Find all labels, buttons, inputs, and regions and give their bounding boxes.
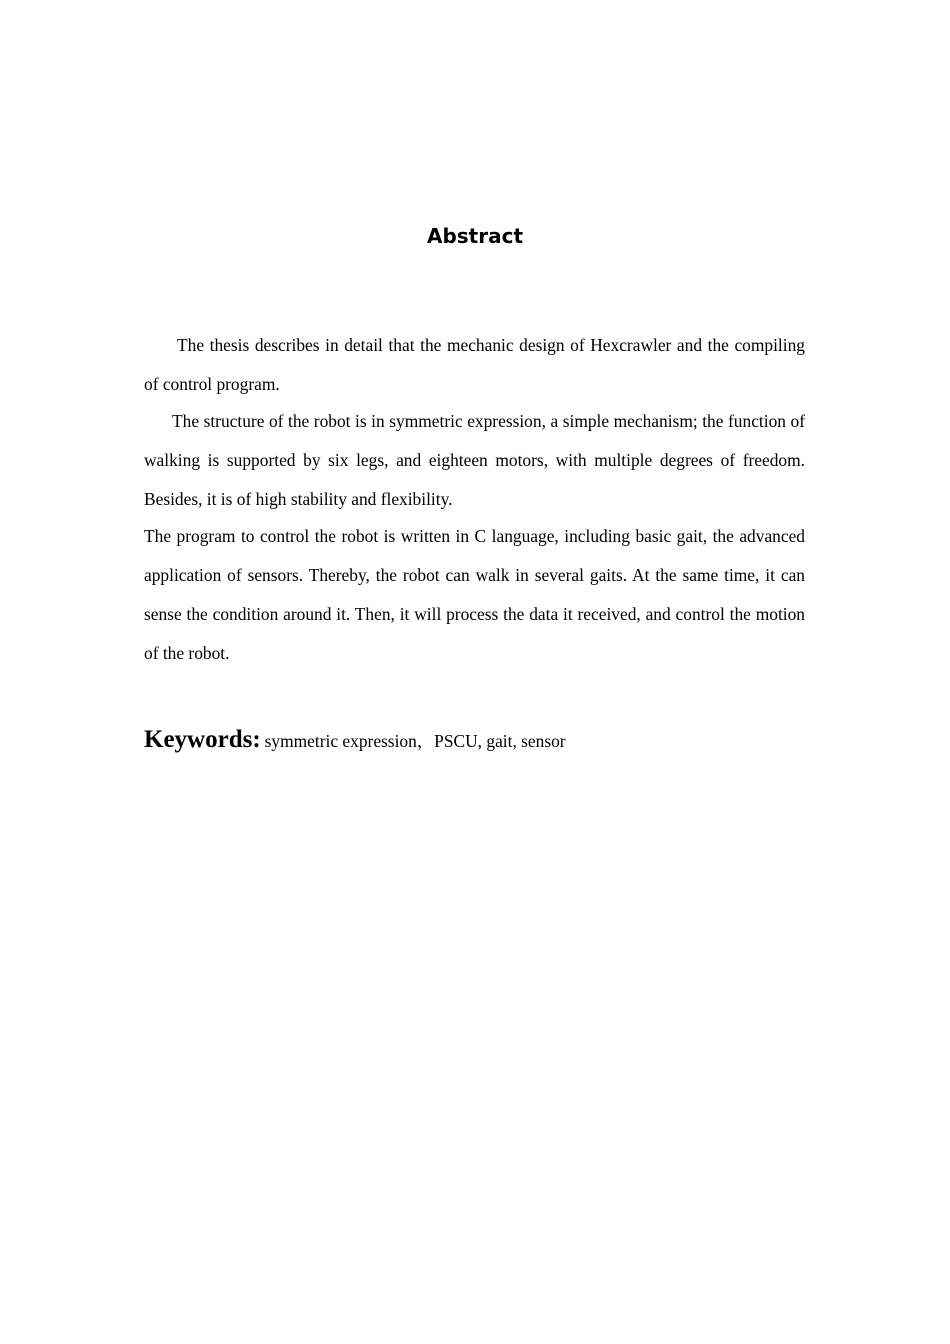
keywords-line (144, 722, 805, 759)
abstract-paragraph-3: The program to control the robot is written in C language, including basic gait, the advanced application of sensors. Thereby, the robot can walk in several gaits. At the same time, it can sense the condition around it. Then, it will process the data it received, and control the motion of the robot. (144, 526, 805, 663)
abstract-title: Abstract (426, 224, 524, 248)
abstract-paragraph-1: The thesis describes in detail that the mechanic design of Hexcrawler and the compiling of control program. (144, 335, 805, 394)
abstract-paragraph-2: The structure of the robot is in symmetric expression, a simple mechanism; the function of walking is supported by six legs, and eighteen motors, with multiple degrees of freedom. Besides, it is of high stability and flexibility. (144, 411, 805, 509)
keywords-list: symmetric expression，PSCU, gait, sensor (264, 731, 566, 751)
keywords-label: Keywords: (144, 726, 261, 753)
abstract-body (144, 326, 805, 673)
